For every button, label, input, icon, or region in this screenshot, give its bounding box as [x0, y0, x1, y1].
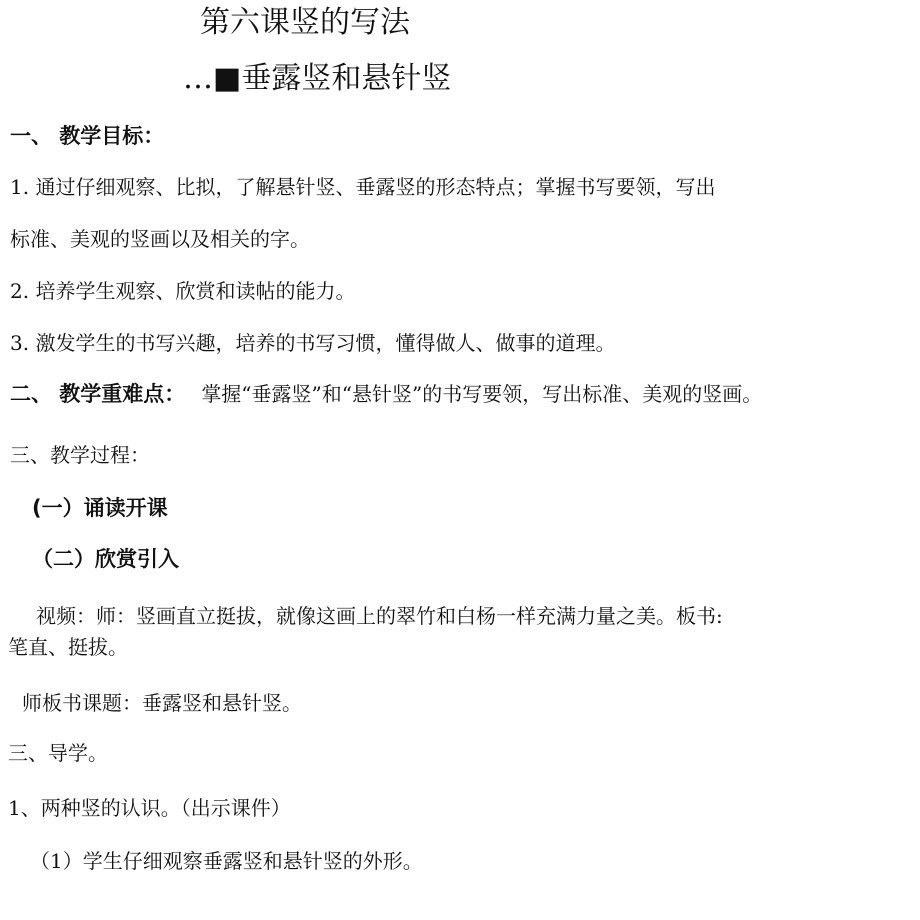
- video-text-line-2: 笔直、挺拔。: [8, 635, 128, 659]
- key-points-text: 掌握“垂露竖”和“悬针竖”的书写要领，写出标准、美观的竖画。: [201, 382, 763, 406]
- goal-1-line-1: 1. 通过仔细观察、比拟，了解悬针竖、垂露竖的形态特点；掌握书写要领，写出: [10, 175, 716, 199]
- section-heading-objectives: 一、 教学目标：: [10, 124, 165, 148]
- board-title-text: 师板书课题：垂露竖和悬针竖。: [22, 691, 302, 715]
- goal-2: 2. 培养学生观察、欣赏和读帖的能力。: [10, 279, 356, 303]
- guide-item-1: 1、两种竖的认识。（出示课件）: [8, 796, 291, 820]
- document-title: 第六课竖的写法: [200, 5, 410, 40]
- section-heading-process: 三、教学过程：: [10, 443, 150, 467]
- guide-item-1-sub-1: （1）学生仔细观察垂露竖和悬针竖的外形。: [30, 849, 423, 873]
- video-text-line-1: 视频：师：竖画直立挺拔，就像这画上的翠竹和白杨一样充满力量之美。板书:: [36, 604, 723, 628]
- step-1-heading: (一）诵读开课: [32, 496, 168, 520]
- key-difficulties-row: [10, 384, 762, 405]
- section-heading-key-points: 二、 教学重难点：: [10, 382, 186, 406]
- step-2-heading: （二）欣赏引入: [32, 547, 179, 571]
- goal-3: 3. 激发学生的书写兴趣，培养的书写习惯，懂得做人、做事的道理。: [10, 331, 616, 355]
- goal-1-line-2: 标准、美观的竖画以及相关的字。: [10, 227, 310, 251]
- document-subtitle: …■垂露竖和悬针竖: [183, 61, 452, 96]
- guide-heading: 三、导学。: [8, 741, 108, 765]
